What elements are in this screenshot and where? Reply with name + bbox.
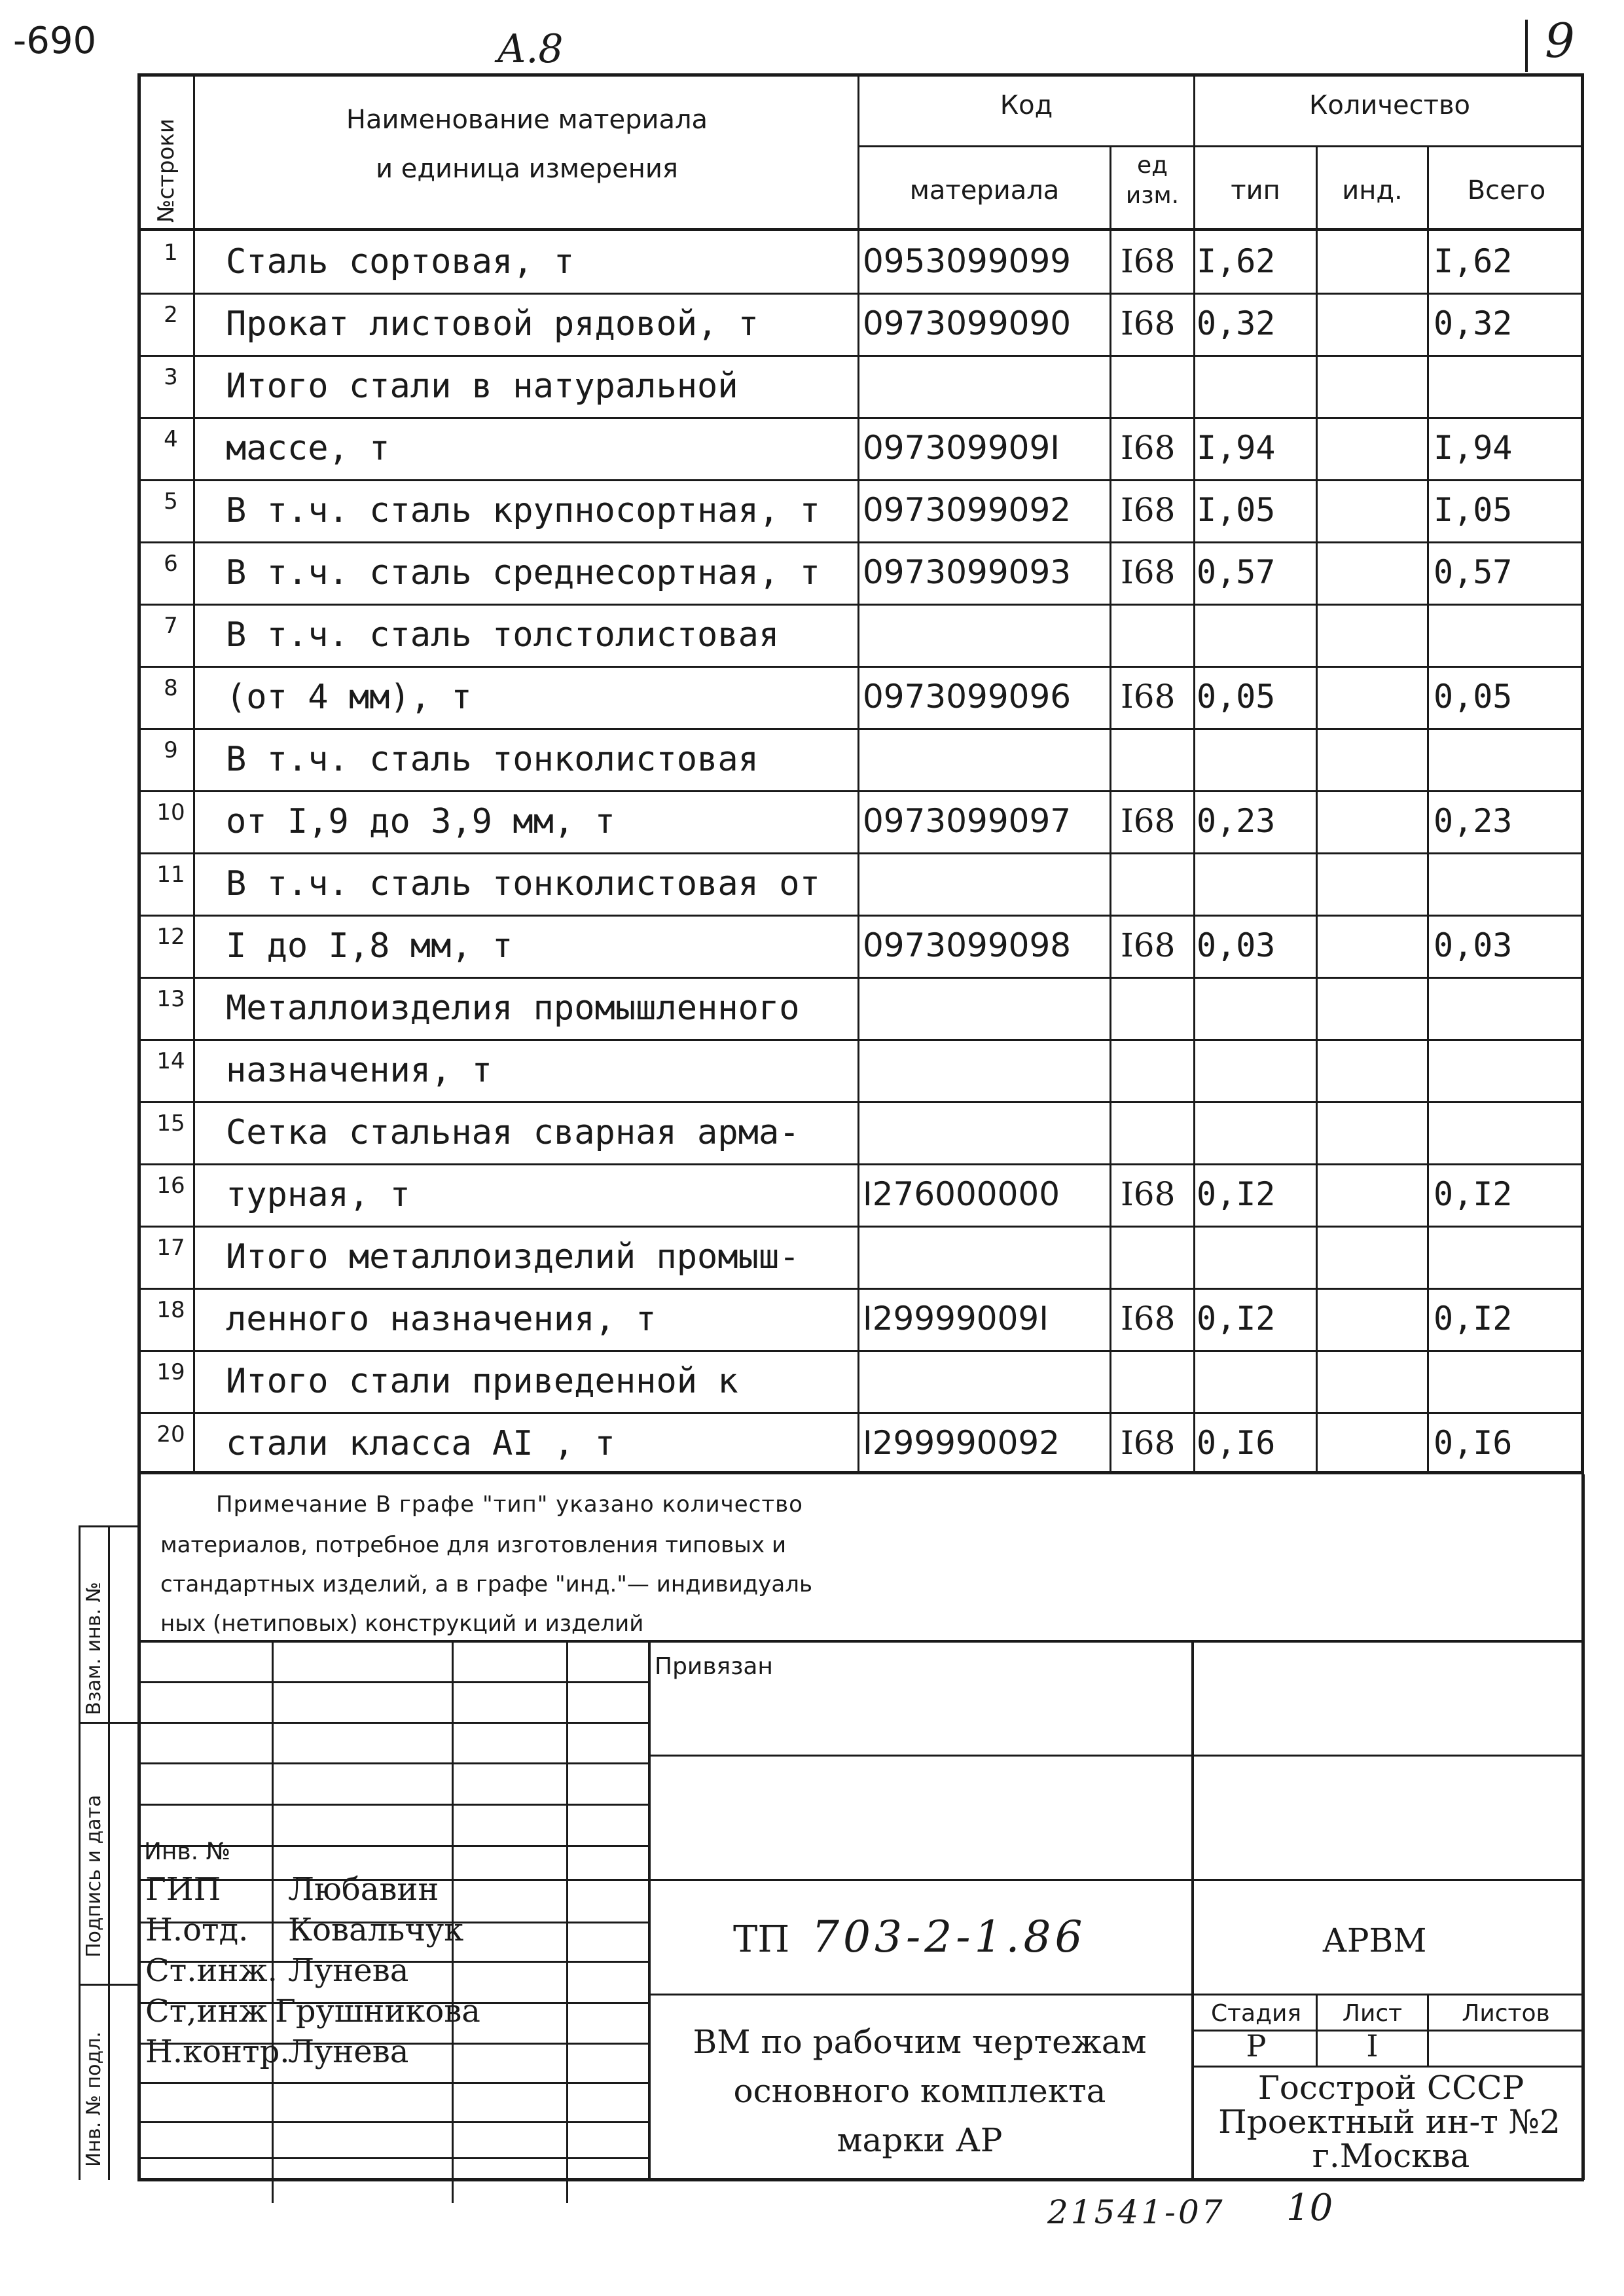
row-number: 11: [156, 862, 185, 888]
qty-type: 0,I2: [1197, 1300, 1276, 1338]
header-unit-line2: изм.: [1125, 182, 1180, 209]
qty-type: 0,I6: [1197, 1424, 1276, 1462]
header-name-line2: и единица измерения: [376, 154, 678, 184]
qty-total: 0,57: [1434, 553, 1513, 591]
header-row-no: №строки: [153, 118, 179, 223]
org-line2: Проектный ин-т №2: [1218, 2103, 1561, 2141]
material-name: Металлоизделия промышленного: [226, 989, 800, 1028]
stage-label: Стадия: [1210, 2000, 1302, 2027]
row-separator: [137, 1039, 1584, 1041]
row-separator: [137, 728, 1584, 730]
header-code: Код: [1000, 90, 1053, 120]
material-code: 0973099093: [863, 553, 1072, 591]
qty-total: I,05: [1434, 491, 1513, 529]
row-separator: [137, 604, 1584, 606]
header-type: тип: [1231, 175, 1280, 206]
bottom-sheet-no: 10: [1286, 2187, 1333, 2229]
col-line-4: [1193, 73, 1195, 1474]
row-number: 16: [156, 1173, 185, 1199]
title-line3: марки АР: [837, 2121, 1003, 2159]
material-name: В т.ч. сталь среднесортная, т: [226, 553, 820, 592]
row-number: 6: [164, 551, 178, 577]
org-line1: Госстрой СССР: [1257, 2069, 1525, 2107]
row-separator: [137, 1226, 1584, 1228]
material-name: Сетка стальная сварная арма-: [226, 1113, 800, 1152]
row-number: 19: [156, 1359, 185, 1385]
qty-total: 0,I2: [1434, 1175, 1513, 1213]
stamp-row-line: [137, 1804, 648, 1806]
row-number: 17: [156, 1235, 185, 1261]
material-name: I до I,8 мм, т: [226, 926, 513, 966]
row-separator: [137, 1350, 1584, 1352]
material-name: В т.ч. сталь тонколистовая: [226, 740, 759, 779]
side-label-vzam: Взам. инв. №: [82, 1582, 105, 1715]
stamp-col-d: [648, 1640, 651, 2178]
material-code: 0973099090: [863, 304, 1072, 342]
note-line4: ных (нетиповых) конструкций и изделий: [160, 1611, 644, 1637]
stamp-row-line: [137, 2082, 648, 2084]
qty-type: 0,32: [1197, 304, 1276, 342]
unit-code: I68: [1121, 429, 1176, 467]
bottom-number: 21541-07: [1047, 2193, 1225, 2231]
sheets-label: Листов: [1462, 2000, 1550, 2027]
org-line3: г.Москва: [1312, 2137, 1470, 2175]
title-line2: основного комплекта: [733, 2072, 1106, 2110]
row-separator: [137, 915, 1584, 917]
signature-role: Ст,инж: [145, 1993, 268, 2030]
material-code: 0973099097: [863, 802, 1072, 840]
unit-code: I68: [1121, 304, 1176, 342]
material-code: I276000000: [863, 1175, 1060, 1213]
material-name: Итого стали приведенной к: [226, 1362, 738, 1401]
unit-code: I68: [1121, 553, 1176, 591]
material-name: В т.ч. сталь тонколистовая от: [226, 864, 820, 903]
side-strip-sep1: [79, 1722, 137, 1724]
row-separator: [137, 417, 1584, 419]
row-number: 4: [164, 426, 178, 452]
row-separator: [137, 666, 1584, 668]
material-name: от I,9 до 3,9 мм, т: [226, 802, 615, 841]
row-separator: [137, 293, 1584, 295]
row-number: 15: [156, 1110, 185, 1137]
material-code: I299990092: [863, 1424, 1060, 1462]
signature-role: Н.контр.: [145, 2033, 290, 2070]
row-number: 10: [156, 799, 185, 826]
col-line-1: [193, 73, 195, 1474]
header-total: Всего: [1467, 175, 1546, 206]
row-number: 5: [164, 488, 178, 515]
header-material: материала: [909, 175, 1060, 206]
col-line-2: [857, 73, 859, 1474]
header-divider-top: [857, 145, 1584, 147]
stamp-inv-no: Инв. №: [144, 1838, 231, 1865]
unit-code: I68: [1121, 678, 1176, 716]
header-unit-line1: ед: [1136, 152, 1168, 179]
signature-role: ГИП: [145, 1871, 221, 1908]
row-separator: [137, 541, 1584, 543]
stamp-row-line: [137, 1681, 648, 1683]
side-strip-left: [79, 1525, 81, 2180]
col-line-3: [1110, 145, 1111, 1474]
header-divider-bottom: [137, 228, 1584, 231]
material-name: Итого стали в натуральной: [226, 367, 738, 406]
row-number: 9: [164, 737, 178, 763]
row-number: 13: [156, 986, 185, 1012]
qty-type: I,05: [1197, 491, 1276, 529]
row-number: 20: [156, 1421, 185, 1448]
unit-code: I68: [1121, 491, 1176, 529]
material-name: Итого металлоизделий промыш-: [226, 1237, 800, 1277]
note-line1: Примечание В графе "тип" указано количество: [216, 1491, 803, 1518]
signature-role: Ст.инж.: [145, 1952, 278, 1989]
qty-type: 0,57: [1197, 553, 1276, 591]
row-separator: [137, 1288, 1584, 1290]
signature-name: Грушникова: [275, 1993, 480, 2030]
col-line-5: [1316, 145, 1318, 1474]
stamp-privyazan-bottom: [648, 1755, 1584, 1757]
signature-name: Любавин: [288, 1871, 439, 1908]
material-name: (от 4 мм), т: [226, 678, 472, 717]
row-number: 14: [156, 1048, 185, 1074]
qty-type: I,94: [1197, 429, 1276, 467]
material-name: назначения, т: [226, 1051, 492, 1090]
qty-total: 0,I6: [1434, 1424, 1513, 1462]
stamp-bottom: [137, 2178, 1584, 2181]
stage-value: Р: [1246, 2028, 1267, 2064]
doc-code-prefix: ТП: [733, 1918, 790, 1961]
unit-code: I68: [1121, 1175, 1176, 1213]
unit-code: I68: [1121, 802, 1176, 840]
stamp-stage-value-line: [1191, 2066, 1584, 2068]
header-ind: инд.: [1342, 175, 1403, 206]
stamp-row-line: [137, 1722, 648, 1724]
unit-code: I68: [1121, 926, 1176, 964]
note-line3: стандартных изделий, а в графе "инд."— индивидуаль: [160, 1571, 813, 1597]
material-name: Сталь сортовая, т: [226, 242, 575, 282]
sheet-value: I: [1366, 2028, 1379, 2064]
qty-total: 0,03: [1434, 926, 1513, 964]
row-separator: [137, 1163, 1584, 1165]
note-line2: материалов, потребное для изготовления типовых и: [160, 1532, 787, 1558]
qty-type: 0,05: [1197, 678, 1276, 716]
stamp-top: [137, 1640, 1584, 1643]
row-number: 12: [156, 924, 185, 950]
side-strip-mid: [108, 1525, 110, 2180]
doc-code: 703-2-1.86: [812, 1912, 1087, 1962]
row-number: 8: [164, 675, 178, 701]
doc-mark: АРВМ: [1322, 1922, 1427, 1959]
signature-name: Лунева: [288, 1952, 409, 1989]
row-separator: [137, 977, 1584, 979]
material-name: массе, т: [226, 429, 390, 468]
col-line-6: [1427, 145, 1429, 1474]
row-separator: [137, 355, 1584, 357]
qty-total: 0,05: [1434, 678, 1513, 716]
page-number-tick: [1525, 20, 1528, 72]
title-line1: ВМ по рабочим чертежам: [693, 2023, 1147, 2061]
stamp-row-line: [137, 2157, 648, 2159]
stamp-row-line: [137, 1762, 648, 1764]
header-quantity: Количество: [1308, 90, 1470, 120]
unit-code: I68: [1121, 1300, 1176, 1338]
side-label-inv-podl: Инв. № подл.: [82, 2032, 105, 2167]
sheet-label-cell: Лист: [1342, 2000, 1403, 2027]
side-label-podpis: Подпись и дата: [82, 1795, 105, 1958]
unit-code: I68: [1121, 242, 1176, 280]
qty-total: I,94: [1434, 429, 1513, 467]
stamp-code-top: [648, 1879, 1584, 1881]
row-number: 3: [164, 364, 178, 390]
row-number: 2: [164, 302, 178, 328]
stamp-row-line: [137, 2121, 648, 2123]
row-separator: [137, 852, 1584, 854]
page-number: 9: [1545, 13, 1575, 68]
stamp-privyazan: Привязан: [655, 1653, 773, 1680]
left-mark: -690: [13, 20, 97, 62]
qty-type: I,62: [1197, 242, 1276, 280]
material-name: турная, т: [226, 1175, 410, 1214]
row-separator: [137, 1412, 1584, 1414]
row-separator: [137, 1101, 1584, 1103]
row-number: 7: [164, 613, 178, 639]
stamp-col-e: [1191, 1640, 1194, 2178]
material-code: 0973099096: [863, 678, 1072, 716]
qty-total: 0,I2: [1434, 1300, 1513, 1338]
material-name: стали класса AI , т: [226, 1424, 615, 1463]
material-name: ленного назначения, т: [226, 1300, 657, 1339]
qty-total: 0,32: [1434, 304, 1513, 342]
stamp-title-top: [648, 1994, 1584, 1995]
material-code: 0953099099: [863, 242, 1072, 280]
qty-type: 0,03: [1197, 926, 1276, 964]
material-code: 0973099092: [863, 491, 1072, 529]
row-separator: [137, 790, 1584, 792]
material-name: В т.ч. сталь толстолистовая: [226, 615, 780, 655]
material-name: В т.ч. сталь крупносортная, т: [226, 491, 820, 530]
row-number: 18: [156, 1297, 185, 1323]
header-name-line1: Наименование материала: [346, 105, 708, 135]
material-name: Прокат листовой рядовой, т: [226, 304, 759, 344]
qty-type: 0,I2: [1197, 1175, 1276, 1213]
qty-total: 0,23: [1434, 802, 1513, 840]
material-code: 097309909I: [863, 429, 1060, 467]
side-strip-sep2: [79, 1984, 137, 1986]
side-strip-right: [137, 1474, 141, 2180]
row-separator: [137, 479, 1584, 481]
material-code: I29999009I: [863, 1300, 1049, 1338]
signature-role: Н.отд.: [145, 1912, 249, 1948]
side-strip-top: [79, 1525, 137, 1527]
row-number: 1: [164, 240, 178, 266]
qty-type: 0,23: [1197, 802, 1276, 840]
unit-code: I68: [1121, 1424, 1176, 1462]
signature-name: Лунева: [288, 2033, 409, 2070]
signature-name: Ковальчук: [288, 1912, 464, 1948]
sheet-label: A.8: [497, 26, 564, 72]
qty-total: I,62: [1434, 242, 1513, 280]
material-code: 0973099098: [863, 926, 1072, 964]
